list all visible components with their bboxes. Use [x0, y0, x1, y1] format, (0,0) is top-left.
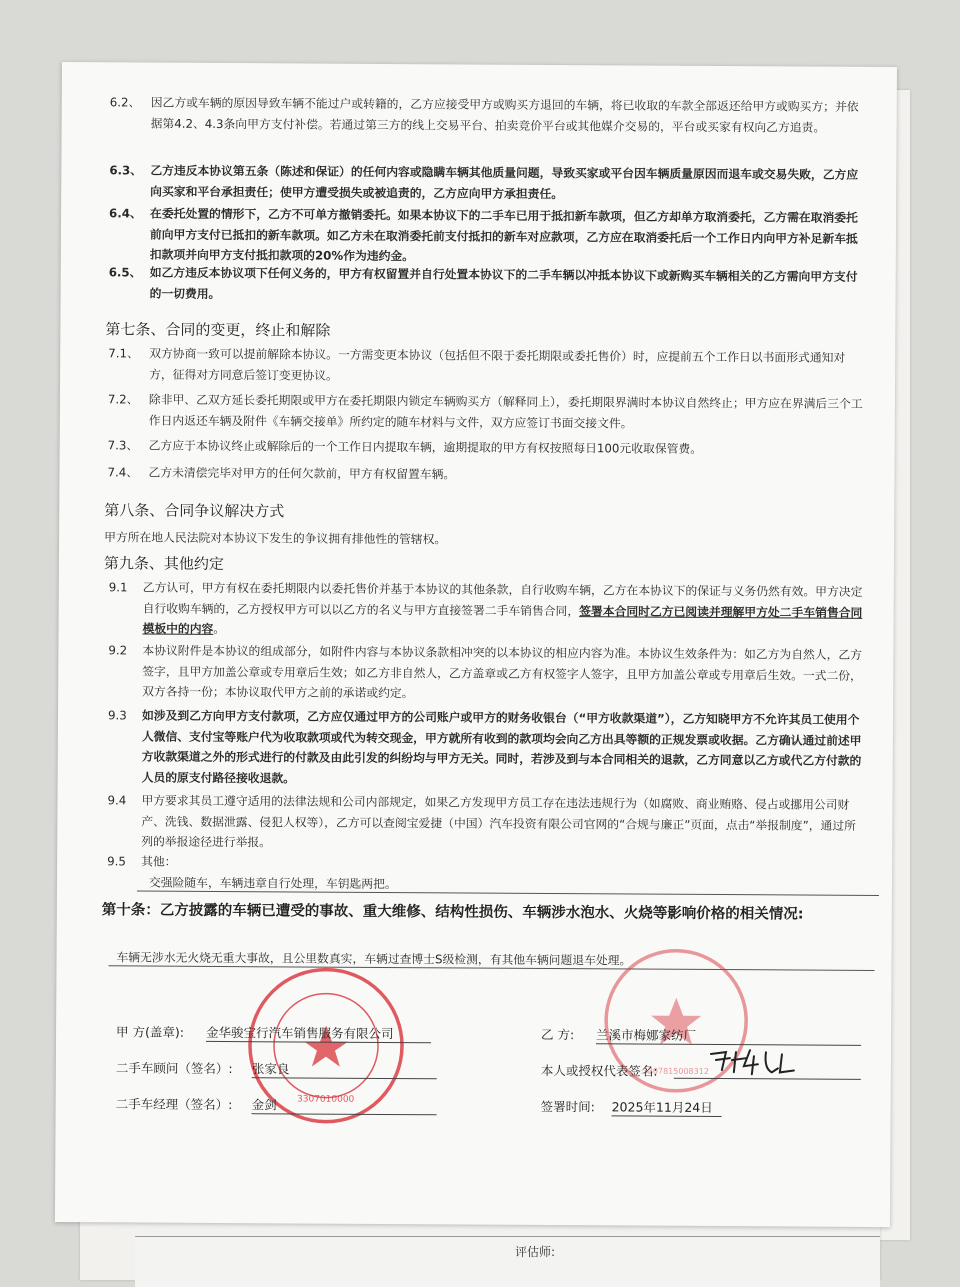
- clause-number: 9.2: [108, 643, 128, 658]
- clause-text: 如乙方违反本协议项下任何义务的，甲方有权留置并自行处置本协议下的二手车辆以冲抵本协议下或新购买车辆相关的乙方需向甲方支付的一切费用。: [149, 265, 858, 301]
- clause-text: 本协议附件是本协议的组成部分，如附件内容与本协议条款相冲突的以本协议的相应内容为准。本协议生效条件为：如乙方为自然人，乙方签字，且甲方加盖公章或专用章后生效；如乙方非自然人，乙方盖章或乙方有权签字人签字，且甲方加盖公章或专用章后生效。一式二份，双方各持一份；本协议取代甲方之前的承诺或约定。: [142, 643, 863, 701]
- date-value: 2025年11月24日: [612, 1097, 722, 1117]
- handwritten-signature: [706, 1044, 801, 1081]
- clause-number: 9.3: [107, 708, 127, 723]
- manager-signature: 金剑: [252, 1095, 437, 1115]
- party-a-value: 金华骏宝行汽车销售服务有限公司: [206, 1023, 431, 1043]
- clause-6-5: [109, 262, 869, 308]
- clause-number: 6.4、: [109, 206, 142, 221]
- party-b-label: 乙 方:: [541, 1026, 575, 1043]
- clause-number: 7.4、: [107, 465, 139, 480]
- clause-number: 6.3、: [109, 163, 143, 178]
- clause-text: 因乙方或车辆的原因导致车辆不能过户或转籍的，乙方应接受甲方或购买方退回的车辆，将已收取的车款全部返还给甲方或购买方；并依据第4.2、4.3条向甲方支付补偿。若通过第三方的线上交易平台、拍卖竞价平台或其他媒介交易的，平台或买家有权向乙方追责。: [150, 95, 859, 135]
- clause-text: [142, 578, 868, 644]
- clause-text: 乙方应于本协议终止或解除后的一个工作日内提取车辆，逾期提取的甲方有权按照每日100元收取保管费。: [148, 438, 703, 456]
- clause-text: 除非甲、乙双方延长委托期限或甲方在委托期限内锁定车辆购买方（解释同上），委托期限界满时本协议自然终止；甲方应在界满后三个工作日内返还车辆及附件《车辆交接单》所约定的随车材料与文件，双方应签订书面交接文件。: [148, 392, 863, 430]
- clause-text: 双方协商一致可以提前解除本协议。一方需变更本协议（包括但不限于委托期限或委托售价）时，应提前五个工作日以书面形式通知对方，征得对方同意后签订变更协议。: [149, 346, 846, 383]
- seal-code: 3307010000: [297, 1094, 355, 1105]
- bottom-sheet-strip: [135, 1236, 880, 1287]
- clause-9-5-fill: 交强险随车，车辆违章自行处理，车钥匙两把。: [137, 873, 879, 896]
- clause-number: 6.5、: [108, 265, 142, 280]
- clause-9-5: [107, 851, 867, 876]
- article-7-heading: 第七条、合同的变更，终止和解除: [105, 320, 331, 340]
- clause-number: 7.2、: [107, 392, 139, 407]
- article-8-text: 甲方所在地人民法院对本协议下发生的争议拥有排他性的管辖权。: [104, 530, 447, 547]
- clause-number: 7.1、: [108, 346, 139, 361]
- clause-9-2: [108, 640, 868, 706]
- clause-6-3: [109, 160, 869, 206]
- clause-7-2: [108, 389, 868, 435]
- clause-9-1-text: 乙方认可，甲方有权在委托期限内以委托售价并基于本协议的其他条款，自行收购车辆，乙方在本协议下的保证与义务仍然有效。甲方决定自行收购车辆的，乙方授权甲方可以以乙方的名义与甲方直接签署二手车销售合同，: [142, 580, 863, 618]
- article-10-heading: 第十条：乙方披露的车辆已遭受的事故、重大维修、结构性损伤、车辆涉水泡水、火烧等影响价格的相关情况:: [101, 902, 804, 923]
- seal-code: 3307815008312: [642, 1066, 709, 1076]
- clause-7-3: [108, 435, 868, 460]
- clause-6-4: [109, 203, 869, 269]
- article-8-heading: 第八条、合同争议解决方式: [104, 501, 285, 521]
- clause-9-1: [108, 577, 868, 643]
- clause-text: 甲方要求其员工遵守适用的法律法规和公司内部规定，如果乙方发现甲方员工存在违法违规行为（如腐败、商业贿赂、侵占或挪用公司财产、洗钱、数据泄露、侵犯人权等），乙方可以查阅宝爱捷（中国）汽车投资有限公司官网的“合规与廉正”页面，点击“举报制度”，通过所列的举报途径进行举报。: [141, 793, 856, 850]
- clause-number: 9.5: [107, 854, 126, 869]
- clause-7-1: [108, 343, 868, 389]
- clause-9-1-underlined: 签署本合同时乙方已阅读并理解甲方处二手车销售合同模板中的内容: [142, 603, 863, 636]
- advisor-signature: 张家良: [252, 1059, 437, 1079]
- contract-page: [55, 62, 897, 1227]
- clause-text: 在委托处置的情形下，乙方不可单方撤销委托。如果本协议下的二手车已用于抵扣新车款项，但乙方却单方取消委托，乙方需在取消委托前向甲方支付已抵扣的新车款项。如乙方未在取消委托前支付抵扣的新车对应款项，乙方应在取消委托后一个工作日内向甲方补足新车抵扣款项并向甲方支付抵扣款项的20%作为违约金。: [149, 206, 858, 264]
- rep-label: 本人或授权代表签名:: [540, 1062, 658, 1079]
- clause-number: 6.2、: [109, 95, 141, 110]
- clause-number: 9.4: [107, 793, 127, 808]
- clause-text: 如涉及到乙方向甲方支付款项，乙方应仅通过甲方的公司账户或甲方的财务收银台（“甲方收款渠道”），乙方知晓甲方不允许其员工使用个人微信、支付宝等账户代为收取款项或代为转交现金，甲方就所有收到的款项均会向乙方出具等额的正规发票或收据。乙方确认通过前述甲方收款渠道之外的形式进行的付款及由此引发的纠纷均与甲方无关。同时，若涉及到与本合同相关的退款，乙方同意以乙方或代乙方付款的人员的原支付路径接收退款。: [141, 708, 862, 785]
- clause-number: 7.3、: [107, 438, 139, 453]
- clause-number: 9.1: [108, 580, 128, 595]
- manager-label: 二手车经理（签名）:: [115, 1096, 233, 1113]
- clause-text: 乙方未清偿完毕对甲方的任何欠款前，甲方有权留置车辆。: [148, 465, 456, 482]
- party-b-value: 兰溪市梅娜家纺厂: [596, 1025, 861, 1046]
- appraiser-label: 评估师:: [515, 1245, 556, 1259]
- date-label: 签署时间:: [540, 1098, 595, 1115]
- article-9-heading: 第九条、其他约定: [103, 554, 225, 573]
- clause-9-3: [108, 705, 868, 792]
- advisor-label: 二手车顾问（签名）:: [115, 1060, 233, 1077]
- clause-text: 乙方违反本协议第五条（陈述和保证）的任何内容或隐瞒车辆其他质量问题，导致买家或平台因车辆质量原因而退车或交易失败，乙方应向买家和平台承担责任；使甲方遭受损失或被追责的，乙方应向甲方承担责任。: [150, 163, 859, 201]
- clause-9-1-end: 。: [213, 621, 226, 637]
- party-a-label: 甲 方(盖章):: [116, 1024, 185, 1040]
- article-10-fill: 车辆无涉水无火烧无重大事故，且公里数真实，车辆过查博士S级检测，有其他车辆问题退车处理。: [108, 948, 874, 971]
- clause-text: 其他：: [141, 854, 177, 869]
- clause-6-2: [110, 92, 870, 138]
- clause-9-4: [107, 790, 867, 856]
- clause-7-4: [107, 462, 867, 487]
